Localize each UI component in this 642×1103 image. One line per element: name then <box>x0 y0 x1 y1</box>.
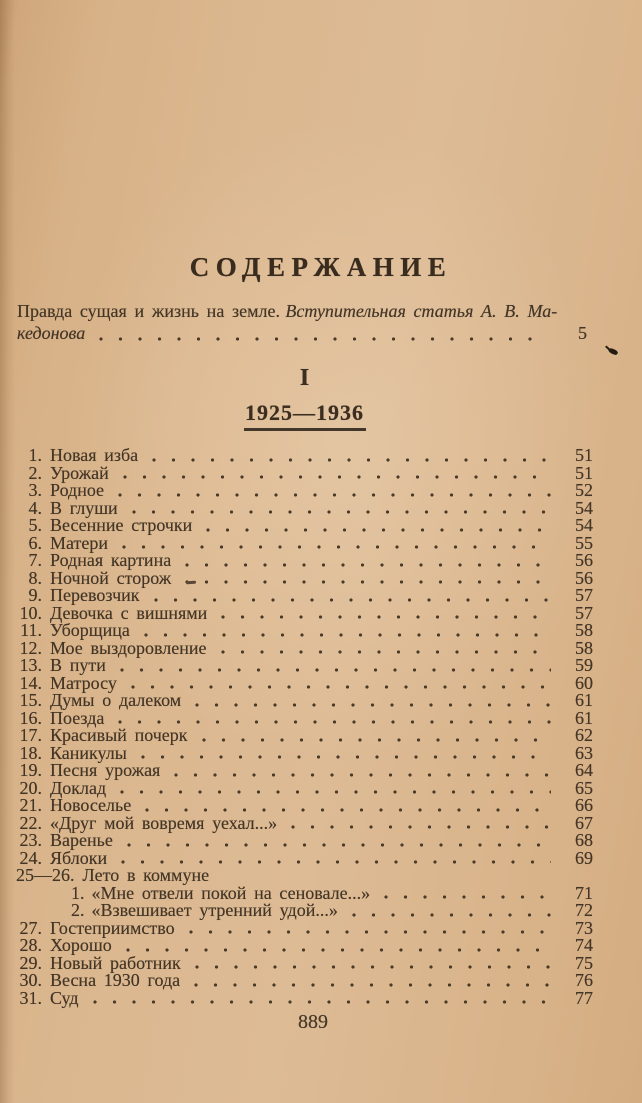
dot-leader <box>145 808 551 812</box>
toc-entry-number: 11. <box>20 620 42 640</box>
dot-leader <box>120 668 551 672</box>
toc-entry-number: 28. <box>19 935 42 955</box>
section-year-range: 1925—1936 <box>245 400 364 425</box>
toc-entry-number: 3. <box>28 480 42 500</box>
toc-entry-title: Матросу <box>50 672 117 693</box>
toc-entry-title: «Друг мой вовремя уехал...» <box>50 812 278 833</box>
toc-entry-number: 24. <box>19 847 42 868</box>
dot-leader <box>93 1000 551 1004</box>
toc-entry-page: 63 <box>575 742 593 763</box>
toc-entry-title: Родное <box>50 480 105 500</box>
dot-leader <box>185 580 551 584</box>
toc-entry-page: 62 <box>575 725 593 745</box>
toc-entry-number: 7. <box>28 550 42 570</box>
toc-entry-title: Каникулы <box>50 742 127 763</box>
dot-leader <box>352 913 551 917</box>
dot-leader <box>291 825 551 829</box>
dot-leader <box>195 965 551 969</box>
dot-leader <box>195 703 551 707</box>
dot-leader <box>202 738 551 742</box>
toc-entry-title: Родная картина <box>50 550 172 570</box>
toc-row <box>16 517 593 535</box>
intro-line-1 <box>17 301 603 323</box>
toc-entry-title: Мое выздоровление <box>50 637 207 658</box>
scan-ink-speck <box>607 347 618 356</box>
toc-entry-page: 65 <box>575 777 593 798</box>
toc-entry-number: 19. <box>19 760 42 780</box>
toc-entry-number: 16. <box>19 707 42 728</box>
toc-entry-number: 2. <box>28 462 42 483</box>
toc-entry-title: Думы о далеком <box>50 690 182 710</box>
dot-leader <box>221 650 551 654</box>
toc-entry-page: 60 <box>575 672 593 693</box>
toc-entry-title: Перевозчик <box>50 585 140 605</box>
toc-entry-number: 10. <box>19 602 42 623</box>
intro-text-italic: Вступительная статья А. В. Ма- <box>285 301 558 321</box>
toc-entry-page: 73 <box>575 917 593 938</box>
toc-row <box>16 727 593 745</box>
intro-line-2 <box>17 323 603 345</box>
section-heading <box>16 366 593 431</box>
dot-leader <box>144 633 551 637</box>
dot-leader <box>223 878 551 882</box>
dot-leader <box>121 860 551 864</box>
toc-entry-title: Доклад <box>50 777 107 798</box>
toc-row <box>16 622 593 640</box>
dot-leader <box>185 563 551 567</box>
dot-leader <box>194 983 551 987</box>
page-title: СОДЕРЖАНИЕ <box>189 252 453 282</box>
toc-entry-title: Варенье <box>50 830 113 850</box>
toc-entry-number: 6. <box>28 532 42 553</box>
toc-entry-page: 59 <box>575 655 593 675</box>
dot-leader <box>384 895 551 899</box>
toc-entry-number: 30. <box>19 970 42 990</box>
toc-entry-page: 71 <box>575 882 593 903</box>
toc-entry-title: В пути <box>50 655 106 675</box>
toc-entry-page: 52 <box>575 480 593 500</box>
toc-entry-number: 4. <box>28 497 42 518</box>
toc-row <box>16 937 593 955</box>
toc-entry-title: Гостеприимство <box>50 917 175 938</box>
toc-entry-title: Уборщица <box>50 620 130 640</box>
toc-row <box>16 482 593 500</box>
toc-entry-page: 66 <box>575 795 593 815</box>
section-numeral: I <box>299 365 310 391</box>
dot-leader <box>132 510 551 514</box>
section-underline <box>244 428 366 431</box>
dot-leader <box>141 755 551 759</box>
dot-leader <box>221 615 551 619</box>
toc-entry-title: Новый работник <box>50 952 181 973</box>
toc-entry-number: 22. <box>19 812 42 833</box>
intro-text-italic-continued: кедонова <box>17 322 86 343</box>
toc-entry-number: 1. <box>71 882 85 903</box>
toc-entry-number: 25—26. <box>16 865 75 885</box>
toc-entry-number: 2. <box>71 900 85 920</box>
toc-entry-page: 51 <box>575 462 593 483</box>
toc-entry-page: 58 <box>575 637 593 658</box>
toc-entry-page: 76 <box>575 970 593 990</box>
toc-entry-number: 1. <box>28 445 42 465</box>
toc-entry-number: 12. <box>19 637 42 658</box>
toc-entry-title: Песня урожая <box>50 760 161 780</box>
toc-row <box>16 972 593 990</box>
toc-row <box>16 587 593 605</box>
toc-entry-page: 56 <box>575 567 593 588</box>
toc-entry-number: 20. <box>19 777 42 798</box>
toc-entry-title: Ночной сторож <box>50 567 172 588</box>
intro-entry <box>17 301 603 344</box>
dot-leader <box>99 337 545 341</box>
toc-entry-page: 74 <box>575 935 593 955</box>
toc-row <box>16 987 593 1008</box>
dot-leader <box>123 475 551 479</box>
scan-left-edge-shadow <box>0 0 15 1103</box>
toc-entry-number: 15. <box>19 690 42 710</box>
toc-row <box>16 867 593 885</box>
toc-entry-page: 61 <box>575 707 593 728</box>
toc-entry-title: Урожай <box>50 462 109 483</box>
toc-entry-title: Весна 1930 года <box>50 970 181 990</box>
dot-leader <box>174 773 551 777</box>
dot-leader <box>206 528 551 532</box>
toc-row <box>16 657 593 675</box>
toc-entry-title: Красивый почерк <box>50 725 188 745</box>
toc-entry-number: 31. <box>19 987 42 1008</box>
toc-entry-title: «Мне отвели покой на сеновале...» <box>91 882 371 903</box>
toc-entry-page: 61 <box>575 690 593 710</box>
toc-entry-page: 77 <box>575 987 593 1008</box>
toc-entry-number: 27. <box>19 917 42 938</box>
toc-row <box>16 447 593 465</box>
toc-entry-number: 21. <box>19 795 42 815</box>
toc-entry-title: Лето в коммуне <box>82 865 210 885</box>
toc-entry-page: 75 <box>575 952 593 973</box>
intro-text-regular: Правда сущая и жизнь на земле. <box>17 301 281 321</box>
dot-leader <box>118 493 551 497</box>
toc-entry-title: Поезда <box>50 707 105 728</box>
dot-leader <box>118 720 551 724</box>
toc-entry-title: В глуши <box>50 497 118 518</box>
dot-leader <box>154 598 551 602</box>
toc-entry-title: Хорошо <box>50 935 112 955</box>
toc-entry-page: 69 <box>575 847 593 868</box>
dot-leader <box>122 545 551 549</box>
toc-entry-page: 55 <box>575 532 593 553</box>
toc-row <box>16 902 593 920</box>
toc-entry-title: Яблоки <box>50 847 108 868</box>
folio-page-number: 889 <box>298 1011 328 1033</box>
toc-entry-page: 67 <box>575 812 593 833</box>
toc-entry-number: 18. <box>19 742 42 763</box>
toc-row <box>16 797 593 815</box>
toc-entry-title: Матери <box>50 532 109 553</box>
toc-entry-page: 64 <box>575 760 593 780</box>
toc-entry-number: 29. <box>19 952 42 973</box>
toc-entry-number: 5. <box>28 515 42 535</box>
toc-entry-title: Весенние строчки <box>50 515 193 535</box>
dot-leader <box>120 790 551 794</box>
toc-entry-number: 17. <box>19 725 42 745</box>
toc-entry-number: 8. <box>28 567 42 588</box>
dot-leader <box>126 948 551 952</box>
toc-list <box>16 447 593 1007</box>
toc-row <box>16 552 593 570</box>
toc-entry-title: Суд <box>50 987 79 1008</box>
toc-row <box>16 832 593 850</box>
intro-page-number: 5 <box>578 322 587 343</box>
toc-entry-page: 51 <box>575 445 593 465</box>
toc-row <box>16 762 593 780</box>
toc-entry-page: 72 <box>575 900 593 920</box>
toc-entry-number: 23. <box>19 830 42 850</box>
toc-entry-page: 57 <box>575 585 593 605</box>
toc-entry-number: 13. <box>19 655 42 675</box>
toc-entry-number: 9. <box>28 585 42 605</box>
toc-entry-page: 68 <box>575 830 593 850</box>
toc-entry-title: Новоселье <box>50 795 132 815</box>
toc-entry-page: 54 <box>575 497 593 518</box>
toc-entry-page: 57 <box>575 602 593 623</box>
dot-leader <box>189 930 551 934</box>
toc-entry-title: «Взвешивает утренний удой...» <box>91 900 338 920</box>
toc-entry-title: Новая изба <box>50 445 139 465</box>
toc-entry-page: 56 <box>575 550 593 570</box>
toc-entry-page: 54 <box>575 515 593 535</box>
dot-leader <box>131 685 551 689</box>
toc-entry-number: 14. <box>19 672 42 693</box>
toc-entry-title: Девочка с вишнями <box>50 602 208 623</box>
dot-leader <box>152 458 551 462</box>
toc-entry-page: 58 <box>575 620 593 640</box>
toc-row <box>16 692 593 710</box>
dot-leader <box>127 843 551 847</box>
